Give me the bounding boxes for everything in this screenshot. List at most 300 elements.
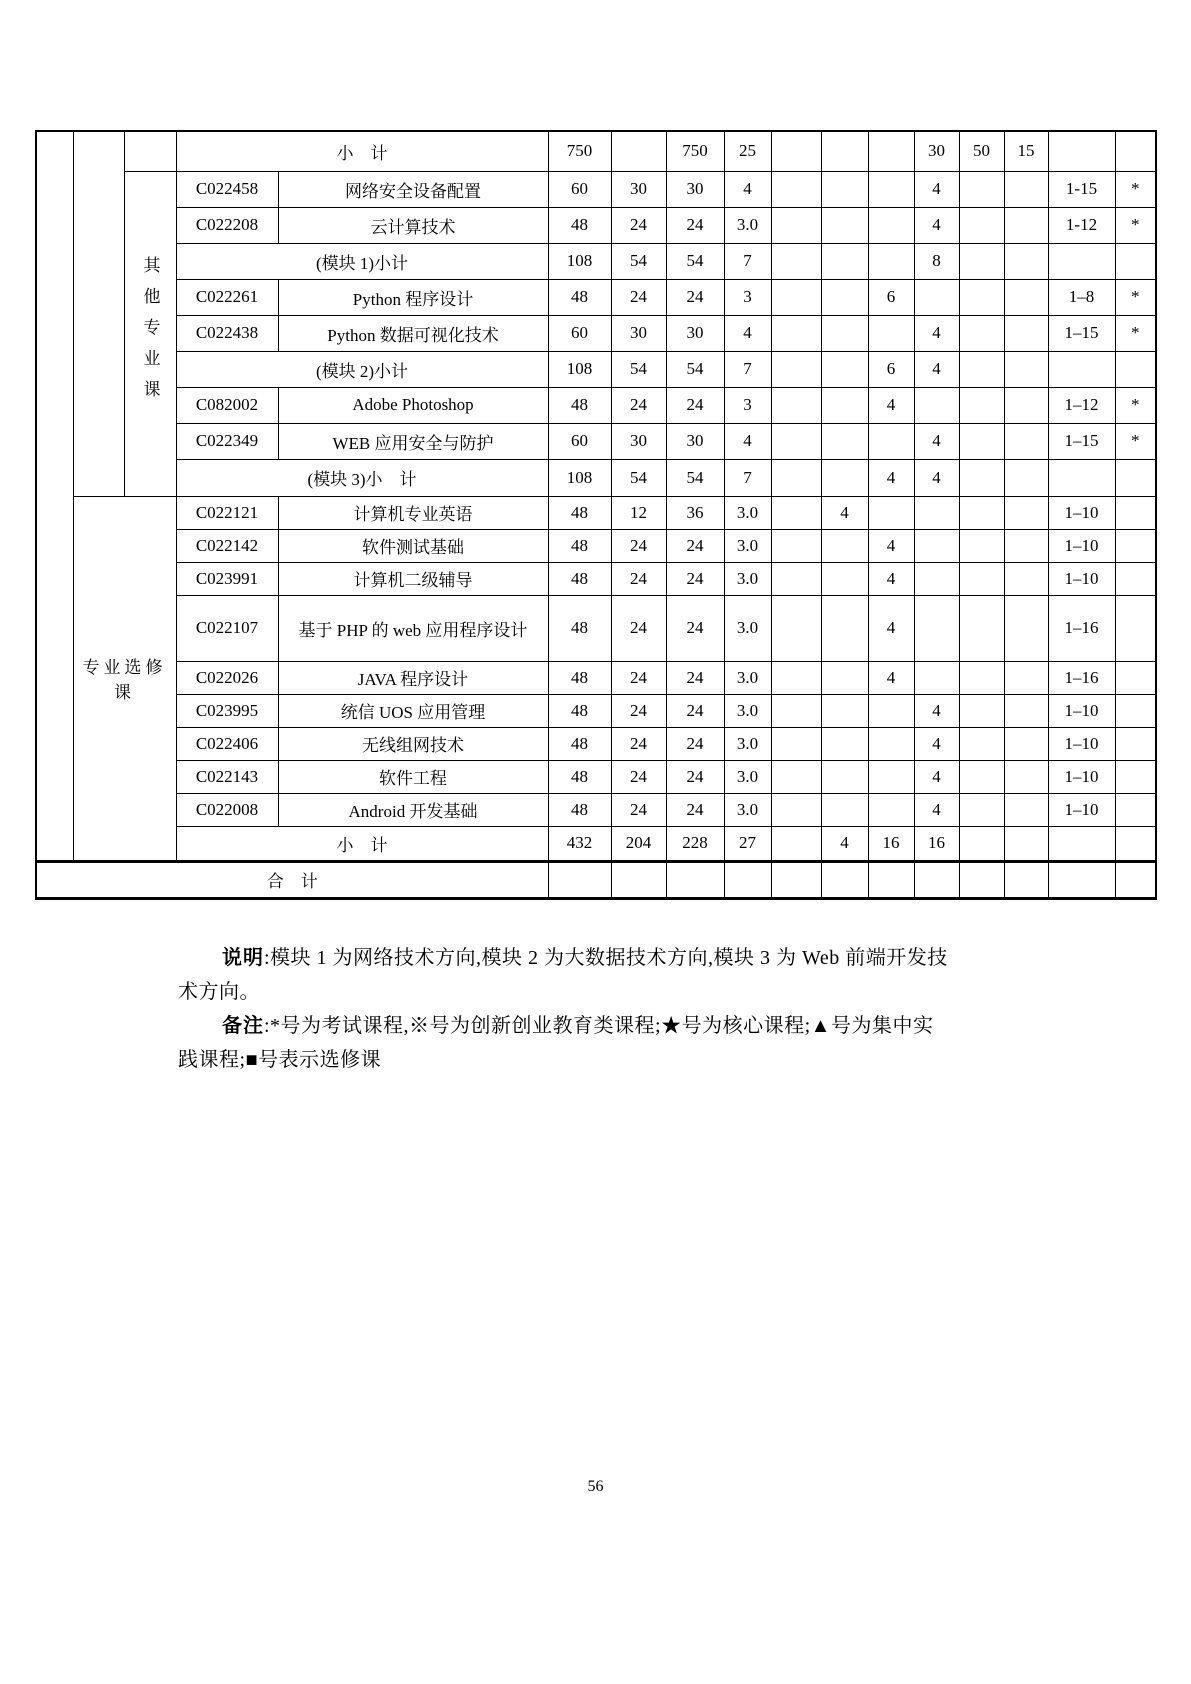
practice-hours: 228 xyxy=(666,826,724,861)
subtotal-label: (模块 1)小计 xyxy=(176,243,548,279)
total-hours: 60 xyxy=(548,423,611,459)
practice-hours: 24 xyxy=(666,279,724,315)
course-name: Android 开发基础 xyxy=(278,793,548,826)
sem-5 xyxy=(959,529,1004,562)
credits: 25 xyxy=(724,131,771,171)
course-code: C022008 xyxy=(176,793,278,826)
credits: 3.0 xyxy=(724,727,771,760)
sem-2 xyxy=(821,243,868,279)
sem-5 xyxy=(959,694,1004,727)
practice-hours: 24 xyxy=(666,793,724,826)
theory-hours: 54 xyxy=(611,459,666,496)
note-beizhu-line1 xyxy=(178,1009,978,1043)
total-hours: 48 xyxy=(548,207,611,243)
sem-2 xyxy=(821,387,868,423)
exam-flag xyxy=(1115,727,1156,760)
total-hours: 750 xyxy=(548,131,611,171)
course-name: Python 程序设计 xyxy=(278,279,548,315)
theory-hours: 24 xyxy=(611,760,666,793)
sem-4: 4 xyxy=(914,694,959,727)
sem-3: 4 xyxy=(868,459,914,496)
sem-5 xyxy=(959,423,1004,459)
sem-4 xyxy=(914,496,959,529)
sem-1 xyxy=(771,793,821,826)
sem-3 xyxy=(868,793,914,826)
theory-hours: 24 xyxy=(611,793,666,826)
sem-2 xyxy=(821,131,868,171)
total-hours: 108 xyxy=(548,459,611,496)
exam-flag xyxy=(1115,529,1156,562)
total-hours: 48 xyxy=(548,529,611,562)
sem-3: 4 xyxy=(868,529,914,562)
total-hours: 108 xyxy=(548,243,611,279)
teaching-weeks: 1–16 xyxy=(1048,661,1115,694)
page-number: 56 xyxy=(587,1478,604,1495)
sem-5 xyxy=(959,243,1004,279)
sem-2 xyxy=(821,171,868,207)
practice-hours: 54 xyxy=(666,243,724,279)
course-code: C022142 xyxy=(176,529,278,562)
sem-5 xyxy=(959,661,1004,694)
theory-hours xyxy=(611,131,666,171)
exam-flag xyxy=(1115,496,1156,529)
sem-4 xyxy=(914,529,959,562)
footnotes xyxy=(178,941,978,1077)
total-hours: 48 xyxy=(548,387,611,423)
credits: 3.0 xyxy=(724,694,771,727)
curriculum-table xyxy=(35,130,1157,900)
sem-1 xyxy=(771,279,821,315)
total-hours: 108 xyxy=(548,351,611,387)
theory-hours: 54 xyxy=(611,351,666,387)
sem-6 xyxy=(1004,496,1048,529)
sem-4: 4 xyxy=(914,423,959,459)
course-name: 基于 PHP 的 web 应用程序设计 xyxy=(278,595,548,661)
total-hours: 48 xyxy=(548,661,611,694)
course-name: JAVA 程序设计 xyxy=(278,661,548,694)
teaching-weeks: 1–10 xyxy=(1048,793,1115,826)
sem-5 xyxy=(959,171,1004,207)
practice-hours: 30 xyxy=(666,423,724,459)
sem-4: 30 xyxy=(914,131,959,171)
course-code: C023991 xyxy=(176,562,278,595)
credits: 4 xyxy=(724,171,771,207)
sem-5 xyxy=(959,727,1004,760)
exam-flag: * xyxy=(1115,171,1156,207)
course-code: C022143 xyxy=(176,760,278,793)
course-code: C022458 xyxy=(176,171,278,207)
teaching-weeks: 1–8 xyxy=(1048,279,1115,315)
sem-4: 4 xyxy=(914,760,959,793)
teaching-weeks: 1–10 xyxy=(1048,562,1115,595)
credits: 3.0 xyxy=(724,207,771,243)
sem-4 xyxy=(914,661,959,694)
theory-hours: 24 xyxy=(611,727,666,760)
course-name: 计算机专业英语 xyxy=(278,496,548,529)
sem-1 xyxy=(771,387,821,423)
sem-3: 6 xyxy=(868,279,914,315)
sem-6 xyxy=(1004,826,1048,861)
exam-flag xyxy=(1115,793,1156,826)
course-name: 网络安全设备配置 xyxy=(278,171,548,207)
course-name: Adobe Photoshop xyxy=(278,387,548,423)
sem-1 xyxy=(771,562,821,595)
theory-hours: 24 xyxy=(611,661,666,694)
sem-3 xyxy=(868,171,914,207)
sem-1 xyxy=(771,760,821,793)
practice-hours: 36 xyxy=(666,496,724,529)
course-code: C023995 xyxy=(176,694,278,727)
note-shuoming-label: 说明 xyxy=(222,947,264,969)
practice-hours: 24 xyxy=(666,661,724,694)
teaching-weeks: 1–10 xyxy=(1048,496,1115,529)
sem-3: 4 xyxy=(868,387,914,423)
sem-2 xyxy=(821,694,868,727)
exam-flag xyxy=(1115,595,1156,661)
sem-2 xyxy=(821,861,868,898)
sem-3: 4 xyxy=(868,562,914,595)
note-shuoming-line2 xyxy=(178,975,978,1009)
exam-flag xyxy=(1115,694,1156,727)
sem-5 xyxy=(959,496,1004,529)
sem-3 xyxy=(868,496,914,529)
subtotal-label: 小 计 xyxy=(176,826,548,861)
theory-hours xyxy=(611,861,666,898)
grand-total-label: 合 计 xyxy=(36,861,548,898)
practice-hours: 30 xyxy=(666,315,724,351)
exam-flag xyxy=(1115,562,1156,595)
exam-flag: * xyxy=(1115,315,1156,351)
theory-hours: 24 xyxy=(611,207,666,243)
theory-hours: 30 xyxy=(611,315,666,351)
credits xyxy=(724,861,771,898)
note-shuoming-text2: 术方向。 xyxy=(178,981,260,1003)
theory-hours: 24 xyxy=(611,595,666,661)
sem-1 xyxy=(771,171,821,207)
total-hours: 48 xyxy=(548,694,611,727)
credits: 7 xyxy=(724,459,771,496)
subtotal-label: (模块 2)小计 xyxy=(176,351,548,387)
course-name: 软件工程 xyxy=(278,760,548,793)
practice-hours: 54 xyxy=(666,459,724,496)
sem-1 xyxy=(771,496,821,529)
note-beizhu-label: 备注 xyxy=(222,1015,264,1037)
sem-5 xyxy=(959,760,1004,793)
theory-hours: 24 xyxy=(611,387,666,423)
sem-2 xyxy=(821,793,868,826)
sem-1 xyxy=(771,529,821,562)
teaching-weeks xyxy=(1048,459,1115,496)
exam-flag: * xyxy=(1115,423,1156,459)
total-hours: 48 xyxy=(548,760,611,793)
sem-5 xyxy=(959,315,1004,351)
sem-2: 4 xyxy=(821,826,868,861)
practice-hours: 30 xyxy=(666,171,724,207)
sem-3 xyxy=(868,243,914,279)
teaching-weeks: 1–16 xyxy=(1048,595,1115,661)
sem-4: 4 xyxy=(914,207,959,243)
sem-4: 16 xyxy=(914,826,959,861)
sem-6 xyxy=(1004,315,1048,351)
sem-1 xyxy=(771,694,821,727)
total-hours xyxy=(548,861,611,898)
sem-1 xyxy=(771,661,821,694)
teaching-weeks xyxy=(1048,243,1115,279)
credits: 27 xyxy=(724,826,771,861)
sem-5 xyxy=(959,279,1004,315)
teaching-weeks: 1–10 xyxy=(1048,694,1115,727)
sem-4 xyxy=(914,279,959,315)
sem-6 xyxy=(1004,694,1048,727)
teaching-weeks xyxy=(1048,826,1115,861)
teaching-weeks: 1-15 xyxy=(1048,171,1115,207)
sem-6 xyxy=(1004,661,1048,694)
sem-3 xyxy=(868,423,914,459)
curriculum-table-body xyxy=(36,131,1156,898)
exam-flag xyxy=(1115,760,1156,793)
exam-flag xyxy=(1115,351,1156,387)
sem-6 xyxy=(1004,459,1048,496)
practice-hours xyxy=(666,861,724,898)
subtotal-label: 小 计 xyxy=(176,131,548,171)
sem-5 xyxy=(959,351,1004,387)
sem-6 xyxy=(1004,171,1048,207)
sem-5 xyxy=(959,387,1004,423)
sem-1 xyxy=(771,826,821,861)
course-code: C022208 xyxy=(176,207,278,243)
credits: 3 xyxy=(724,279,771,315)
course-name: WEB 应用安全与防护 xyxy=(278,423,548,459)
theory-hours: 30 xyxy=(611,423,666,459)
course-code: C082002 xyxy=(176,387,278,423)
course-code: C022261 xyxy=(176,279,278,315)
exam-flag: * xyxy=(1115,207,1156,243)
theory-hours: 24 xyxy=(611,279,666,315)
course-code: C022438 xyxy=(176,315,278,351)
theory-hours: 204 xyxy=(611,826,666,861)
theory-hours: 24 xyxy=(611,529,666,562)
exam-flag xyxy=(1115,243,1156,279)
note-shuoming-text1: :模块 1 为网络技术方向,模块 2 为大数据技术方向,模块 3 为 Web 前端开发技 xyxy=(264,947,948,969)
sem-4 xyxy=(914,562,959,595)
sem-5 xyxy=(959,793,1004,826)
sem-4: 4 xyxy=(914,171,959,207)
sem-6 xyxy=(1004,727,1048,760)
exam-flag xyxy=(1115,661,1156,694)
total-hours: 60 xyxy=(548,315,611,351)
sem-6 xyxy=(1004,793,1048,826)
category-label-other-major: 其他专业课 xyxy=(124,171,176,496)
note-beizhu-text1: :*号为考试课程,※号为创新创业教育类课程;★号为核心课程;▲号为集中实 xyxy=(264,1015,934,1037)
credits: 3.0 xyxy=(724,496,771,529)
credits: 3 xyxy=(724,387,771,423)
credits: 3.0 xyxy=(724,529,771,562)
credits: 3.0 xyxy=(724,793,771,826)
sem-2 xyxy=(821,315,868,351)
course-name: 计算机二级辅导 xyxy=(278,562,548,595)
practice-hours: 24 xyxy=(666,694,724,727)
sem-3 xyxy=(868,727,914,760)
credits: 3.0 xyxy=(724,595,771,661)
sem-5: 50 xyxy=(959,131,1004,171)
teaching-weeks: 1-12 xyxy=(1048,207,1115,243)
sem-2 xyxy=(821,207,868,243)
sem-1 xyxy=(771,595,821,661)
practice-hours: 24 xyxy=(666,387,724,423)
course-name: 软件测试基础 xyxy=(278,529,548,562)
sem-2 xyxy=(821,661,868,694)
practice-hours: 24 xyxy=(666,529,724,562)
total-hours: 432 xyxy=(548,826,611,861)
teaching-weeks: 1–15 xyxy=(1048,423,1115,459)
total-hours: 48 xyxy=(548,595,611,661)
sem-3: 4 xyxy=(868,661,914,694)
teaching-weeks: 1–15 xyxy=(1048,315,1115,351)
total-hours: 48 xyxy=(548,793,611,826)
course-code: C022349 xyxy=(176,423,278,459)
sem-1 xyxy=(771,243,821,279)
sem-3: 4 xyxy=(868,595,914,661)
sem-3 xyxy=(868,315,914,351)
teaching-weeks xyxy=(1048,861,1115,898)
teaching-weeks: 1–12 xyxy=(1048,387,1115,423)
exam-flag xyxy=(1115,861,1156,898)
sem-2 xyxy=(821,529,868,562)
sem-1 xyxy=(771,423,821,459)
sem-5 xyxy=(959,861,1004,898)
sem-2 xyxy=(821,279,868,315)
sem-1 xyxy=(771,351,821,387)
theory-hours: 24 xyxy=(611,562,666,595)
exam-flag: * xyxy=(1115,387,1156,423)
sem-4: 4 xyxy=(914,793,959,826)
sem-1 xyxy=(771,861,821,898)
exam-flag xyxy=(1115,826,1156,861)
sem-3 xyxy=(868,131,914,171)
sem-4: 4 xyxy=(914,459,959,496)
sem-6 xyxy=(1004,279,1048,315)
category-spacer-cell xyxy=(124,131,176,171)
sem-6 xyxy=(1004,207,1048,243)
sem-5 xyxy=(959,207,1004,243)
sem-6 xyxy=(1004,760,1048,793)
left-spacer-col xyxy=(36,131,73,861)
sem-3 xyxy=(868,861,914,898)
sem-5 xyxy=(959,459,1004,496)
sem-5 xyxy=(959,562,1004,595)
sem-6 xyxy=(1004,562,1048,595)
teaching-weeks: 1–10 xyxy=(1048,760,1115,793)
teaching-weeks xyxy=(1048,131,1115,171)
sem-3: 6 xyxy=(868,351,914,387)
note-shuoming-line1 xyxy=(178,941,978,975)
sem-5 xyxy=(959,826,1004,861)
credits: 3.0 xyxy=(724,760,771,793)
sem-6 xyxy=(1004,243,1048,279)
teaching-weeks xyxy=(1048,351,1115,387)
sem-2 xyxy=(821,423,868,459)
teaching-weeks: 1–10 xyxy=(1048,727,1115,760)
sem-4: 4 xyxy=(914,727,959,760)
course-code: C022026 xyxy=(176,661,278,694)
sem-6: 15 xyxy=(1004,131,1048,171)
credits: 4 xyxy=(724,423,771,459)
theory-hours: 24 xyxy=(611,694,666,727)
course-code: C022406 xyxy=(176,727,278,760)
theory-hours: 12 xyxy=(611,496,666,529)
sem-1 xyxy=(771,131,821,171)
theory-hours: 30 xyxy=(611,171,666,207)
sem-4: 4 xyxy=(914,315,959,351)
practice-hours: 750 xyxy=(666,131,724,171)
sem-6 xyxy=(1004,529,1048,562)
credits: 7 xyxy=(724,243,771,279)
sem-1 xyxy=(771,459,821,496)
sem-3: 16 xyxy=(868,826,914,861)
sem-6 xyxy=(1004,387,1048,423)
course-name: 云计算技术 xyxy=(278,207,548,243)
total-hours: 48 xyxy=(548,562,611,595)
exam-flag: * xyxy=(1115,279,1156,315)
course-name: 统信 UOS 应用管理 xyxy=(278,694,548,727)
total-hours: 48 xyxy=(548,279,611,315)
practice-hours: 24 xyxy=(666,760,724,793)
total-hours: 48 xyxy=(548,496,611,529)
sem-4: 4 xyxy=(914,351,959,387)
sem-6 xyxy=(1004,423,1048,459)
subtotal-label: (模块 3)小 计 xyxy=(176,459,548,496)
sem-3 xyxy=(868,207,914,243)
exam-flag xyxy=(1115,459,1156,496)
sem-6 xyxy=(1004,351,1048,387)
sem-4: 8 xyxy=(914,243,959,279)
sem-5 xyxy=(959,595,1004,661)
course-name: 无线组网技术 xyxy=(278,727,548,760)
practice-hours: 54 xyxy=(666,351,724,387)
sem-6 xyxy=(1004,861,1048,898)
sem-2 xyxy=(821,562,868,595)
course-name: Python 数据可视化技术 xyxy=(278,315,548,351)
sem-6 xyxy=(1004,595,1048,661)
sem-1 xyxy=(771,315,821,351)
practice-hours: 24 xyxy=(666,562,724,595)
theory-hours: 54 xyxy=(611,243,666,279)
sem-2: 4 xyxy=(821,496,868,529)
course-code: C022121 xyxy=(176,496,278,529)
credits: 3.0 xyxy=(724,661,771,694)
total-hours: 48 xyxy=(548,727,611,760)
credits: 4 xyxy=(724,315,771,351)
credits: 7 xyxy=(724,351,771,387)
category-label-elective: 专业选修课 xyxy=(73,496,176,861)
exam-flag xyxy=(1115,131,1156,171)
sem-4 xyxy=(914,387,959,423)
sem-1 xyxy=(771,207,821,243)
sem-2 xyxy=(821,595,868,661)
sem-4 xyxy=(914,861,959,898)
sem-4 xyxy=(914,595,959,661)
sem-2 xyxy=(821,727,868,760)
sem-3 xyxy=(868,760,914,793)
sem-2 xyxy=(821,760,868,793)
teaching-weeks: 1–10 xyxy=(1048,529,1115,562)
sem-2 xyxy=(821,351,868,387)
sem-1 xyxy=(771,727,821,760)
practice-hours: 24 xyxy=(666,727,724,760)
course-code: C022107 xyxy=(176,595,278,661)
note-beizhu-line2 xyxy=(178,1043,978,1077)
practice-hours: 24 xyxy=(666,595,724,661)
